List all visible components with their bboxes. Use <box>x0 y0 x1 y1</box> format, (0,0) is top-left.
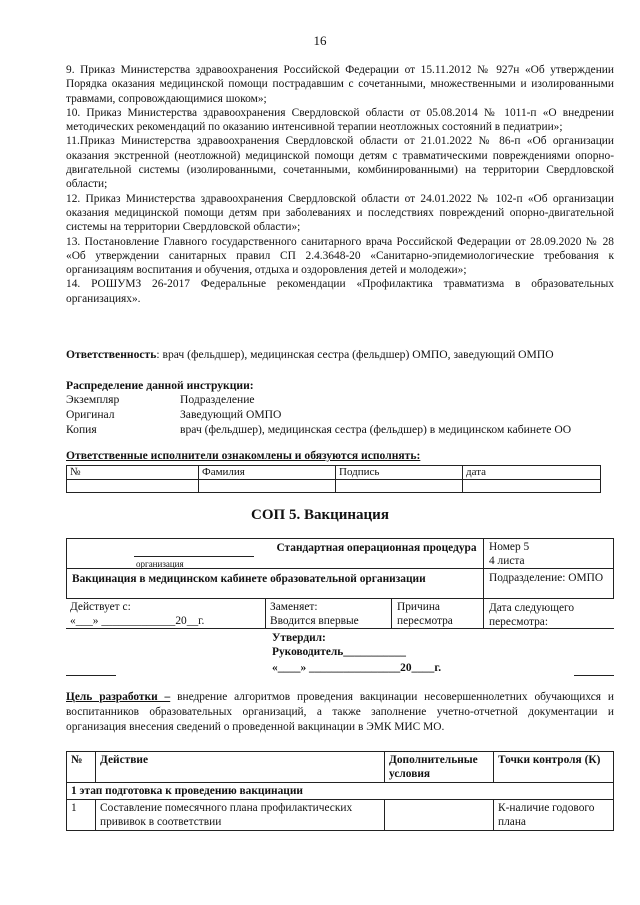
replaces-label: Заменяет: <box>270 601 318 613</box>
reference-item: 14. РОШУМЗ 26-2017 Федеральные рекомендации «Профилактика травматизма в образовательных организациях». <box>66 278 614 305</box>
distribution-key: Экземпляр <box>66 393 120 406</box>
sop-title: СОП 5. Вакцинация <box>251 507 389 523</box>
rule <box>66 675 116 676</box>
ack-cell <box>336 480 463 493</box>
rule <box>66 598 614 599</box>
distribution-key: Оригинал <box>66 408 115 421</box>
responsibility-text: : врач (фельдшер), медицинская сестра (фельдшер) ОМПО, заведующий ОМПО <box>156 348 554 361</box>
doc-sheets: 4 листа <box>489 555 525 567</box>
ack-col-surname: Фамилия <box>199 466 336 480</box>
head-signature: Руководитель___________ <box>272 646 406 658</box>
approved-label: Утвердил: <box>272 632 326 644</box>
division: Подразделение: ОМПО <box>489 572 604 584</box>
next-review: Дата следующего пересмотра: <box>489 602 575 628</box>
acknowledgement-table <box>66 465 601 493</box>
steps-col-action: Действие <box>96 752 385 783</box>
approve-date: «____» ________________20____г. <box>272 662 442 674</box>
reference-item: 11.Приказ Министерства здравоохранения Свердловской области от 21.01.2022 № 86-п «Об организации оказания экстренной (неотложной) медицинской помощи детям с травматическими повреждениями опорно-двигательной системы (изолированными, сочетанными, комбинированными) на территории Свердловской области; <box>66 135 614 191</box>
distribution-value: Заведующий ОМПО <box>180 408 282 421</box>
steps-table <box>66 751 614 831</box>
ack-cell <box>463 480 601 493</box>
distribution-key: Копия <box>66 423 97 436</box>
ack-col-date: дата <box>463 466 601 480</box>
step-extra <box>385 800 494 831</box>
org-blank-line <box>134 556 254 557</box>
sop-header-block <box>66 538 614 678</box>
doc-type: Стандартная операционная процедура <box>276 542 477 554</box>
goal-label: Цель разработки – <box>66 691 171 703</box>
rule <box>483 538 484 629</box>
rule <box>66 538 614 539</box>
rule <box>574 675 614 676</box>
ack-cell <box>67 480 199 493</box>
replaces-value: Вводится впервые <box>270 615 359 627</box>
valid-from-label: Действует с: <box>70 601 131 613</box>
distribution-value: врач (фельдшер), медицинская сестра (фельдшер) в медицинском кабинете ОО <box>180 423 572 436</box>
responsibility <box>66 348 626 361</box>
rule <box>391 598 392 629</box>
ack-col-number: № <box>67 466 199 480</box>
references-list <box>66 63 614 306</box>
ack-col-signature: Подпись <box>336 466 463 480</box>
rule <box>265 598 266 629</box>
organization-caption: организация <box>136 559 184 569</box>
goal-text: внедрение алгоритмов проведения вакцинации несовершеннолетних обучающихся и воспитанников образовательных организаций, а также заполнение учетно-отчетной документации и организация внесения сведений о проведенной вакцинации в ЭМК МИС МО. <box>66 691 614 734</box>
reference-item: 13. Постановление Главного государственного санитарного врача Российской Федерации от 28.09.2020 № 28 «Об утверждении санитарных правил СП 2.4.3648-20 «Санитарно-эпидемиологические требования к организациям воспитания и обучения, отдыха и оздоровления детей и молодежи»; <box>66 235 614 277</box>
goal-paragraph <box>66 690 614 736</box>
procedure-name: Вакцинация в медицинском кабинете образовательной организации <box>72 573 426 585</box>
reference-item: 9. Приказ Министерства здравоохранения Российской Федерации от 15.11.2012 № 927н «Об утверждении Порядка оказания медицинской помощи пострадавшим с сочетанными, множественными и изолированными травмами, сопровождающимися шоком»; <box>66 64 614 105</box>
reference-item: 10. Приказ Министерства здравоохранения Свердловской области от 05.08.2014 № 1011-п «О внедрении методических рекомендаций по оказанию интенсивной терапии неотложных состояний в педиатрии»; <box>66 106 614 134</box>
reason-label: Причина <box>397 601 440 613</box>
acknowledgement-heading: Ответственные исполнители ознакомлены и обязуются исполнять: <box>66 449 421 462</box>
distribution-heading: Распределение данной инструкции: <box>66 379 254 392</box>
step-number: 1 <box>67 800 96 831</box>
page-number: 16 <box>313 33 327 48</box>
step-action: Составление помесячного плана профилактических прививок в соответствии <box>96 800 385 831</box>
responsibility-label: Ответственность <box>66 348 157 361</box>
reference-item: 12. Приказ Министерства здравоохранения Свердловской области от 24.01.2022 № 102-п «Об организации оказания медицинской помощи детям при заболеваниях и последствиях повреждений опорно-двигательной системы на территории Свердловской области»; <box>66 192 614 234</box>
reason-value: пересмотра <box>397 615 453 627</box>
stage-row: 1 этап подготовка к проведению вакцинации <box>67 783 614 800</box>
rule <box>66 538 67 599</box>
rule <box>613 538 614 599</box>
step-control: К-наличие годового плана <box>494 800 614 831</box>
ack-cell <box>199 480 336 493</box>
steps-col-extra: Дополнительные условия <box>385 752 494 783</box>
doc-number: Номер 5 <box>489 541 530 553</box>
distribution-value: Подразделение <box>180 393 255 406</box>
steps-col-number: № <box>67 752 96 783</box>
steps-col-control: Точки контроля (К) <box>494 752 614 783</box>
valid-from-date: «___» _____________20__г. <box>70 615 205 627</box>
